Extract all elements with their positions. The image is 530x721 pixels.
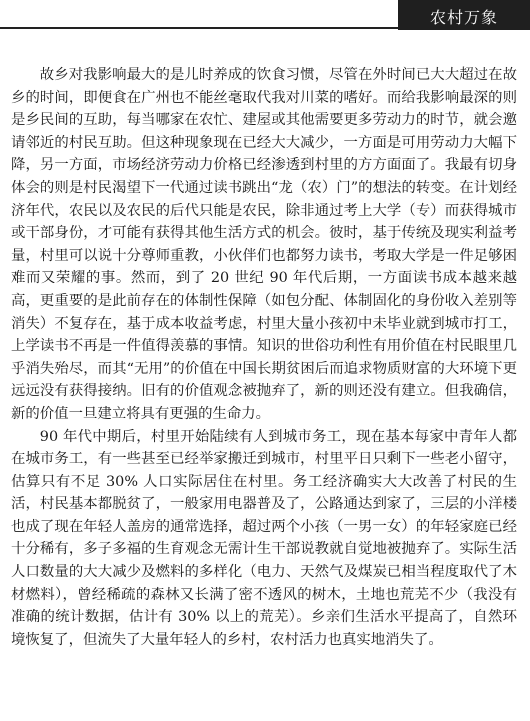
paragraph-2: 90 年代中期后，村里开始陆续有人到城市务工，现在基本每家中青年人都在城市务工，有一些甚至已经举家搬迁到城市，村里平日只剩下一些老小留守，估算只有不足 30% 人口实际居住在村里。务工经济确实大大改善了村民的生活，村民基本都脱贫了，一般家用电器普及了，公路通达到家了，三层的小洋楼也成了现在年轻人盖房的通常选择，超过两个小孩（一男一女）的年轻家庭已经十分稀有，多子多福的生育观念无需计生干部说教就自觉地被抛弃了。实际生活人口数量的大大减少及燃料的多样化（电力、天然气及煤炭已相当程度取代了木材燃料），曾经稀疏的森林又长满了密不透风的树木，土地也荒芜不少（我没有准确的统计数据，估计有 30% 以上的荒芜）。乡亲们生活水平提高了，自然环境恢复了，但流失了大量年轻人的乡村，农村活力也真实地消失了。 <box>11 428 517 648</box>
article-body <box>11 64 517 651</box>
header-rule <box>0 27 398 29</box>
section-title-tab: 农村万象 <box>398 0 530 30</box>
paragraph-1: 故乡对我影响最大的是儿时养成的饮食习惯，尽管在外时间已大大超过在故乡的时间，即便食在广州也不能丝毫取代我对川菜的嗜好。而给我影响最深的则是乡民间的互助，每当哪家在农忙、建屋或其他需要更多劳动力的时节，就会邀请邻近的村民互助。但这种现象现在已经大大减少，一方面是可用劳动力大幅下降，另一方面，市场经济劳动力价格已经渗透到村里的方方面面了。我最有切身体会的则是村民渴望下一代通过读书跳出“龙（农）门”的想法的转变。在计划经济年代，农民以及农民的后代只能是农民，除非通过考上大学（专）而获得城市或干部身份，才可能有获得其他生活方式的机会。彼时，基于传统及现实利益考量，村里可以说十分尊师重教，小伙伴们也都努力读书，考取大学是一件足够困难而又荣耀的事。然而，到了 20 世纪 90 年代后期，一方面读书成本越来越高，更重要的是此前存在的体制性保障（如包分配、体制固化的身份收入差别等消失）不复存在，基于成本收益考虑，村里大量小孩初中未毕业就到城市打工，上学读书不再是一件值得羡慕的事情。知识的世俗功利性有用价值在村民眼里几乎消失殆尽，而其“无用”的价值在中国长期贫困后而追求物质财富的大环境下更远远没有获得接纳。旧有的价值观念被抛弃了，新的则还没有建立。但我确信，新的价值一旦建立将具有更强的生命力。 <box>11 67 517 422</box>
